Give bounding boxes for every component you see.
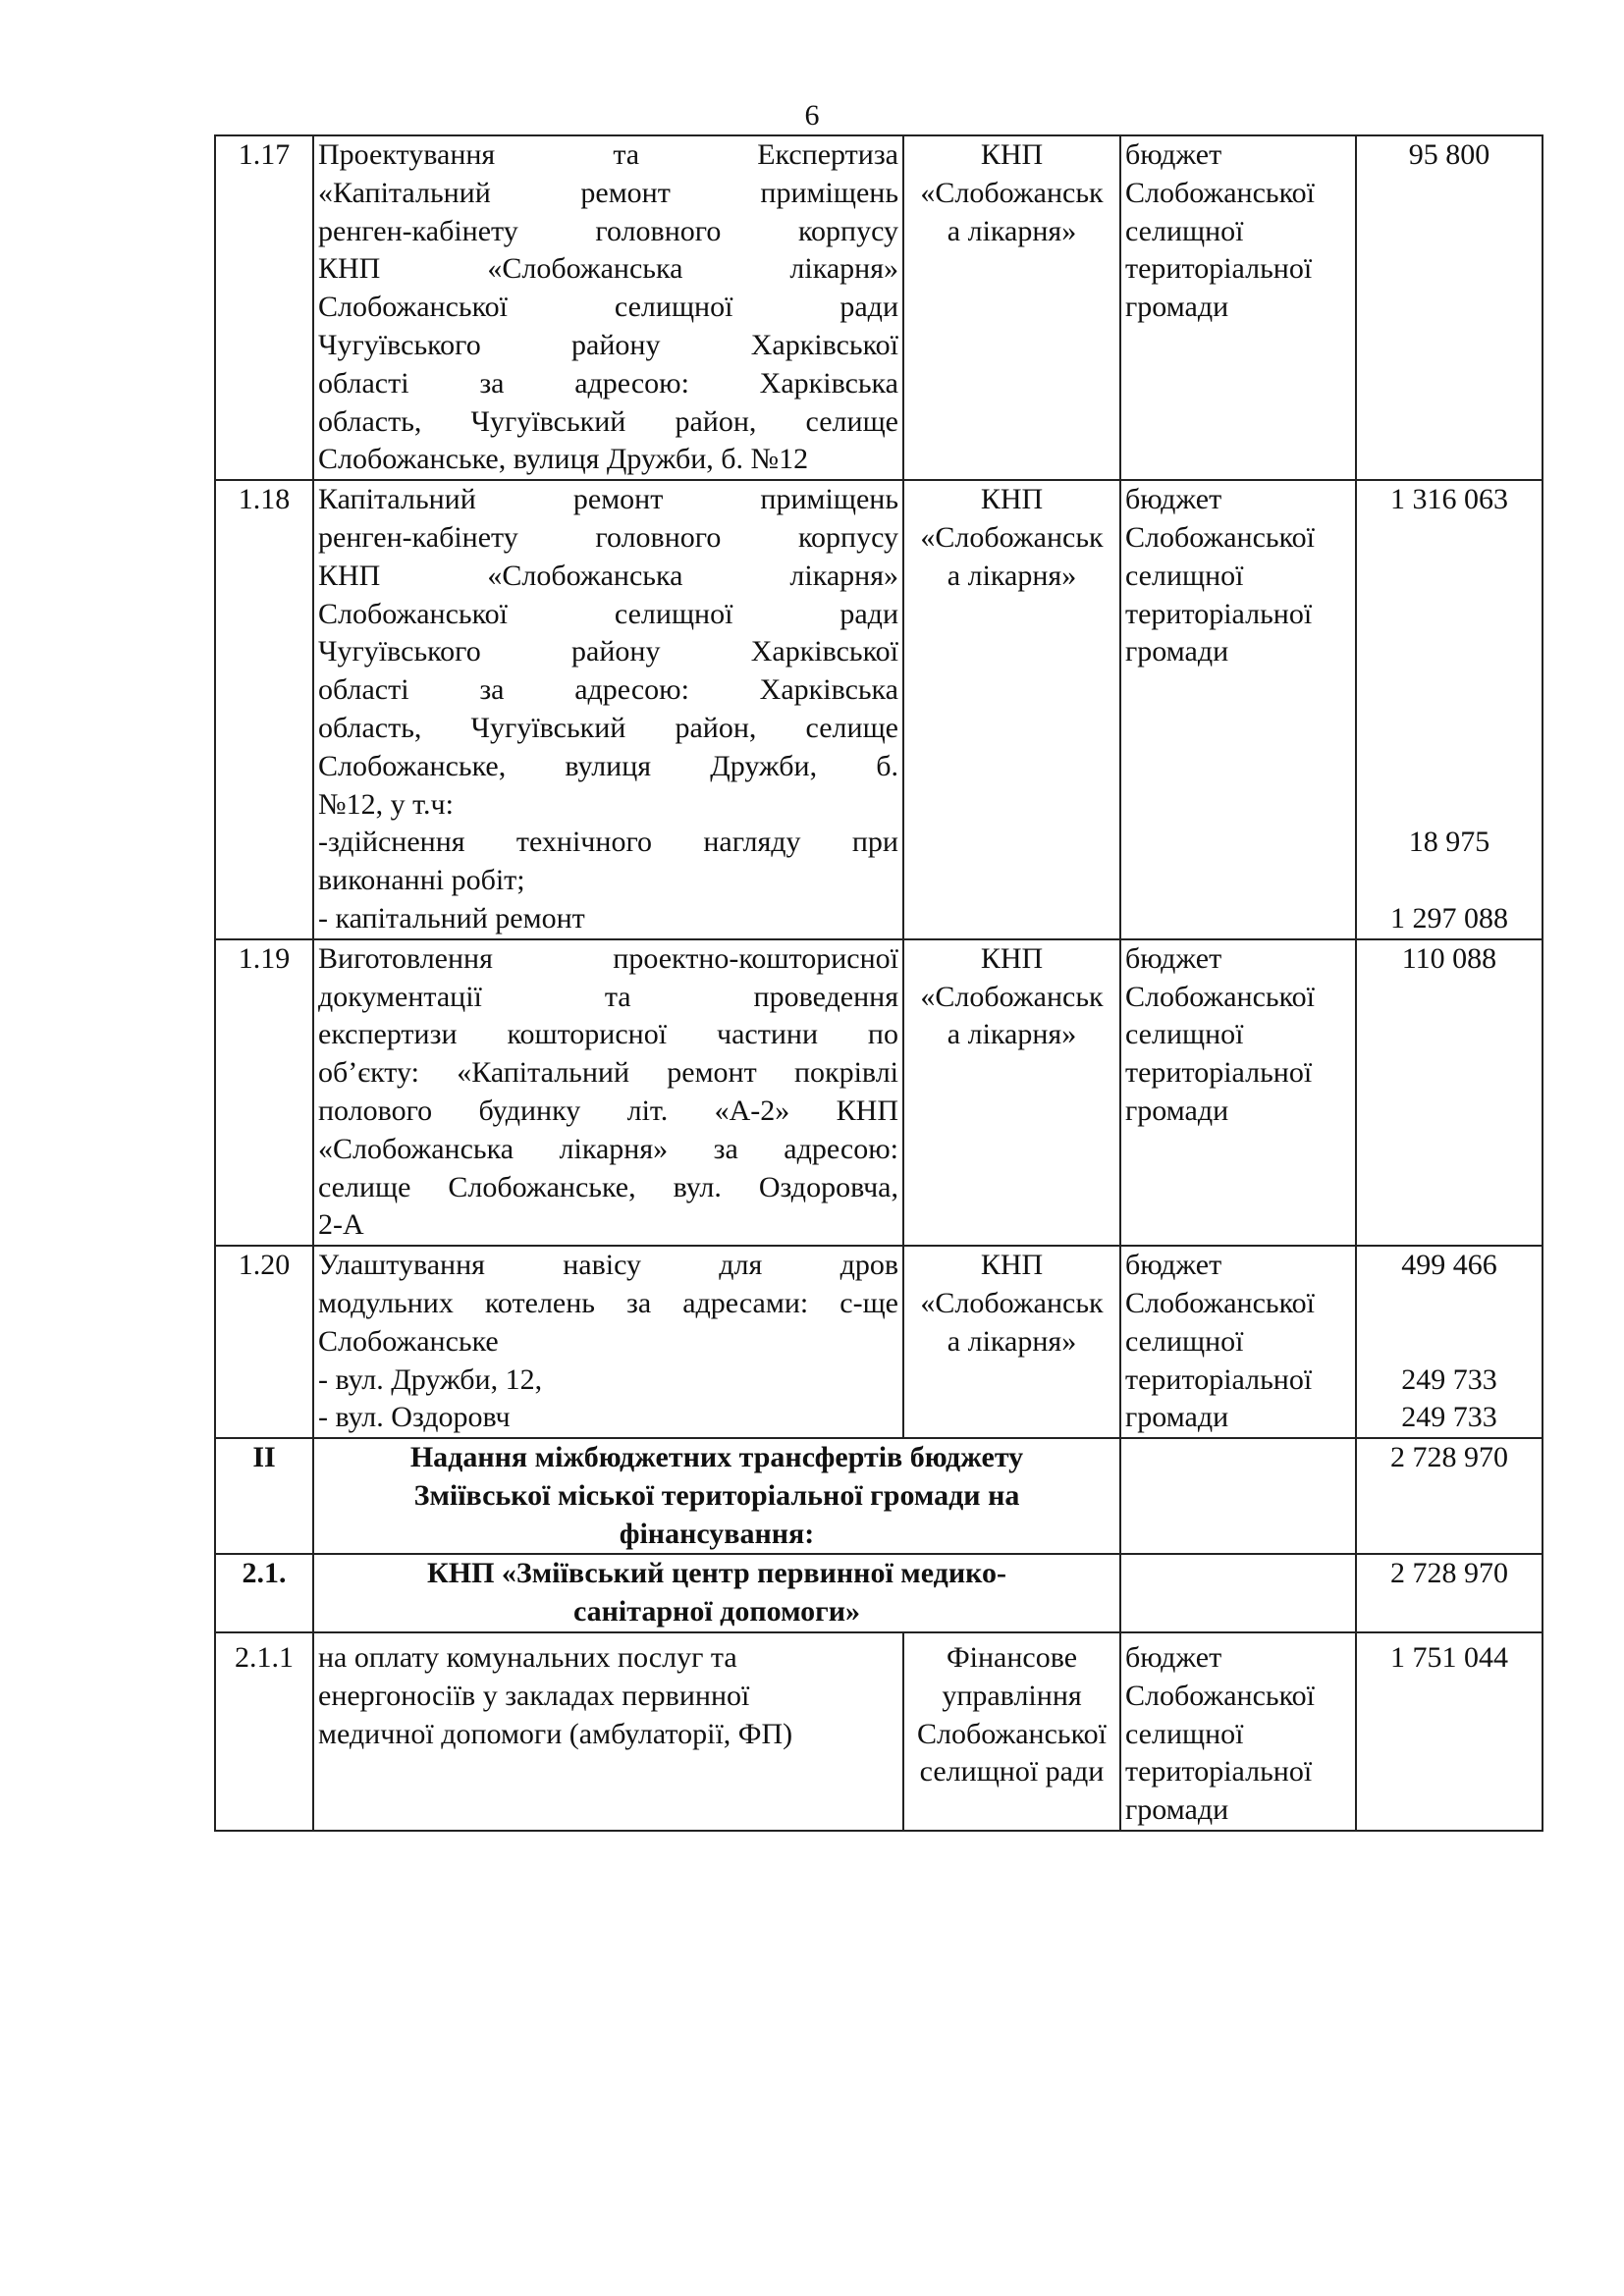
table-row-1-20	[215, 1246, 1543, 1438]
row-number: II	[215, 1438, 313, 1554]
row-amount: 1 316 063 18 975 1 297 088	[1356, 480, 1543, 939]
row-number: 1.18	[215, 480, 313, 939]
table-row-1-17	[215, 135, 1543, 480]
row-funding-source: бюджет Слобожанської селищної територіальної громади	[1120, 1246, 1356, 1438]
sub-amount: 249 733	[1401, 1362, 1497, 1396]
row-amount: 499 466 249 733 249 733	[1356, 1246, 1543, 1438]
table-row-2-1	[215, 1554, 1543, 1632]
row-executor: КНП «Слобожанськ а лікарня»	[903, 939, 1120, 1246]
row-executor: КНП «Слобожанськ а лікарня»	[903, 480, 1120, 939]
table-row-1-18	[215, 480, 1543, 939]
row-description: на оплату комунальних послуг та енергоносіїв у закладах первинної медичної допомоги (амбулаторії, ФП)	[313, 1632, 903, 1831]
row-funding-source: бюджет Слобожанської селищної територіальної громади	[1120, 135, 1356, 480]
row-funding-source: бюджет Слобожанської селищної територіальної громади	[1120, 480, 1356, 939]
table-row-2-1-1	[215, 1632, 1543, 1831]
row-amount: 110 088	[1356, 939, 1543, 1246]
row-number: 1.17	[215, 135, 313, 480]
table-row-section-II	[215, 1438, 1543, 1554]
sub-amount: 18 975	[1408, 826, 1490, 859]
table-row-1-19	[215, 939, 1543, 1246]
row-description: Проектування та Експертиза «Капітальний ремонт приміщень ренген-кабінету головного корпусу КНП «Слобожанська лікарня» Слобожанської селищної ради Чугуївського району Харківської області за адресою: Харківська область, Чугуївський район, селище Слобожанське, вулиця Дружби, б. №12	[313, 135, 903, 480]
row-funding-source-empty	[1120, 1554, 1356, 1632]
row-description: Виготовлення проектно-кошторисної документації та проведення експертизи кошторисної частини по об’єкту: «Капітальний ремонт покрівлі полового будинку літ. «А-2» КНП «Слобожанська лікарня» за адресою: селище Слобожанське, вул. Оздоровча, 2-А	[313, 939, 903, 1246]
row-amount: 2 728 970	[1356, 1554, 1543, 1632]
row-description: Улаштування навісу для дров модульних котелень за адресами: с-ще Слобожанське - вул. Дружби, 12, - вул. Оздоровч	[313, 1246, 903, 1438]
section-title: КНП «Зміївський центр первинної медико- санітарної допомоги»	[313, 1554, 1120, 1632]
row-number: 1.20	[215, 1246, 313, 1438]
row-amount: 95 800	[1356, 135, 1543, 480]
row-amount: 2 728 970	[1356, 1438, 1543, 1554]
row-executor: КНП «Слобожанськ а лікарня»	[903, 1246, 1120, 1438]
row-number: 1.19	[215, 939, 313, 1246]
row-funding-source-empty	[1120, 1438, 1356, 1554]
row-number: 2.1.	[215, 1554, 313, 1632]
row-executor: Фінансове управління Слобожанської селищної ради	[903, 1632, 1120, 1831]
row-executor: КНП «Слобожанськ а лікарня»	[903, 135, 1120, 480]
budget-table	[214, 134, 1543, 1832]
sub-amount: 249 733	[1401, 1401, 1497, 1434]
section-title: Надання міжбюджетних трансфертів бюджету Зміївської міської територіальної громади на фінансування:	[313, 1438, 1120, 1554]
row-number: 2.1.1	[215, 1632, 313, 1831]
row-description: Капітальний ремонт приміщень ренген-кабінету головного корпусу КНП «Слобожанська лікарня» Слобожанської селищної ради Чугуївського району Харківської області за адресою: Харківська область, Чугуївський район, селище Слобожанське, вулиця Дружби, б. №12, у т.ч: -здійснення технічного нагляду при виконанні робіт; - капітальний ремонт	[313, 480, 903, 939]
sub-amount: 1 297 088	[1390, 901, 1508, 934]
row-funding-source: бюджет Слобожанської селищної територіальної громади	[1120, 939, 1356, 1246]
row-funding-source: бюджет Слобожанської селищної територіальної громади	[1120, 1632, 1356, 1831]
page-number: 6	[804, 99, 820, 132]
row-amount: 1 751 044	[1356, 1632, 1543, 1831]
